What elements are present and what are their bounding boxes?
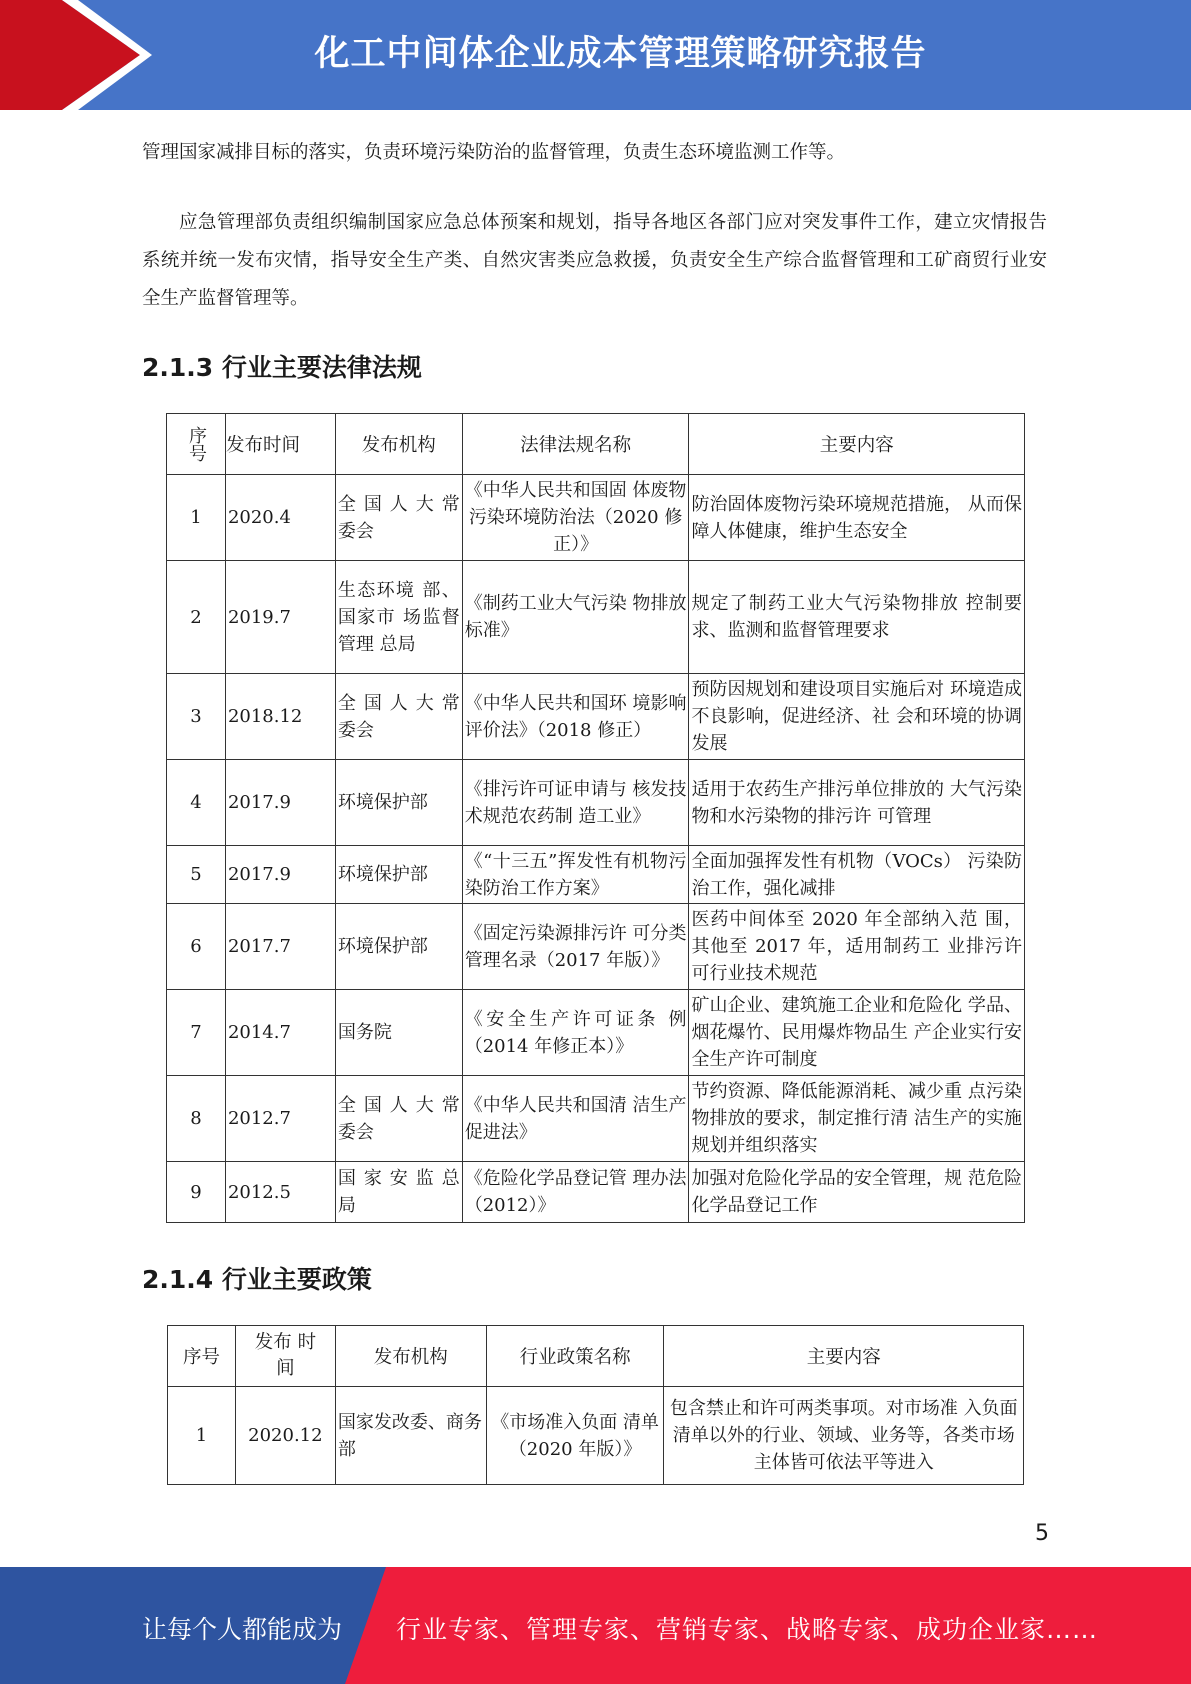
cell-date: 2012.7	[225, 1076, 335, 1162]
header-arrow-decoration	[0, 0, 170, 110]
cell-no: 5	[167, 846, 226, 904]
footer-slogan-left: 让每个人都能成为	[142, 1615, 343, 1644]
table-row	[167, 846, 1025, 904]
cell-no: 6	[167, 904, 226, 990]
cell-org: 全 国 人 大 常 委会	[335, 475, 462, 561]
header-cell-no: 序号	[168, 1326, 236, 1387]
cell-date: 2020.12	[235, 1387, 335, 1485]
header-cell-org: 发布机构	[335, 1326, 486, 1387]
cell-no: 9	[167, 1162, 226, 1223]
cell-date: 2017.9	[225, 760, 335, 846]
cell-law-name: 《中华人民共和国固 体废物污染环境防治法（2020 修正）》	[462, 475, 689, 561]
cell-date: 2017.9	[225, 846, 335, 904]
cell-no: 2	[167, 561, 226, 674]
table-row	[167, 475, 1025, 561]
cell-org: 环境保护部	[335, 760, 462, 846]
cell-org: 国家发改委、商务部	[335, 1387, 486, 1485]
header-cell-date: 发布时间	[225, 414, 335, 475]
cell-no: 3	[167, 674, 226, 760]
cell-no: 1	[167, 475, 226, 561]
cell-content: 防治固体废物污染环境规范措施， 从而保障人体健康，维护生态安全	[689, 475, 1025, 561]
cell-content: 加强对危险化学品的安全管理，规 范危险化学品登记工作	[689, 1162, 1025, 1223]
cell-content: 全面加强挥发性有机物（VOCs） 污染防治工作，强化减排	[689, 846, 1025, 904]
paragraph-emergency-management: 应急管理部负责组织编制国家应急总体预案和规划，指导各地区各部门应对突发事件工作，建立灾情报告系统并统一发布灾情，指导安全生产类、自然灾害类应急救援，负责安全生产综合监督管理和工矿商贸行业安全生产监督管理等。	[142, 212, 1047, 309]
table-row	[167, 760, 1025, 846]
cell-law-name: 《安全生产许可证条 例（2014 年修正本）》	[462, 990, 689, 1076]
cell-law-name: 《固定污染源排污许 可分类管理名录（2017 年版）》	[462, 904, 689, 990]
cell-content: 节约资源、降低能源消耗、减少重 点污染物排放的要求，制定推行清 洁生产的实施规划并组织落实	[689, 1076, 1025, 1162]
cell-content: 包含禁止和许可两类事项。对市场准 入负面清单以外的行业、领域、业务等，各类市场主体皆可依法平等进入	[664, 1387, 1024, 1485]
cell-date: 2012.5	[225, 1162, 335, 1223]
section-title-policies: 2.1.4 行业主要政策	[142, 1265, 372, 1294]
cell-law-name: 《“十三五”挥发性有机物污染防治工作方案》	[462, 846, 689, 904]
table-row	[167, 1162, 1025, 1223]
cell-org: 环境保护部	[335, 846, 462, 904]
report-title: 化工中间体企业成本管理策略研究报告	[314, 34, 927, 74]
table-row	[167, 904, 1025, 990]
page-header	[0, 0, 1191, 110]
cell-date: 2019.7	[225, 561, 335, 674]
policies-table	[167, 1325, 1024, 1485]
table-row	[167, 674, 1025, 760]
cell-org: 环境保护部	[335, 904, 462, 990]
cell-policy-name: 《市场准入负面 清单（2020 年版）》	[486, 1387, 664, 1485]
table-row	[167, 561, 1025, 674]
laws-table-header-row	[167, 414, 1025, 475]
cell-no: 7	[167, 990, 226, 1076]
header-cell-org: 发布机构	[335, 414, 462, 475]
cell-law-name: 《中华人民共和国环 境影响评价法》（2018 修正）	[462, 674, 689, 760]
policies-table-header-row	[168, 1326, 1024, 1387]
cell-org: 生态环境 部、国家市 场监督管理 总局	[335, 561, 462, 674]
cell-law-name: 《危险化学品登记管 理办法（2012）》	[462, 1162, 689, 1223]
cell-no: 4	[167, 760, 226, 846]
footer-slogan-right: 行业专家、管理专家、营销专家、战略专家、成功企业家……	[396, 1615, 1099, 1644]
cell-law-name: 《制药工业大气污染 物排放标准》	[462, 561, 689, 674]
cell-org: 全 国 人 大 常 委会	[335, 674, 462, 760]
table-row	[168, 1387, 1024, 1485]
section-title-laws: 2.1.3 行业主要法律法规	[142, 353, 422, 382]
header-cell-name: 法律法规名称	[462, 414, 689, 475]
cell-date: 2017.7	[225, 904, 335, 990]
cell-content: 医药中间体至 2020 年全部纳入范 围，其他至 2017 年，适用制药工 业排污许可行业技术规范	[689, 904, 1025, 990]
cell-content: 预防因规划和建设项目实施后对 环境造成不良影响，促进经济、社 会和环境的协调发展	[689, 674, 1025, 760]
cell-law-name: 《排污许可证申请与 核发技术规范农药制 造工业》	[462, 760, 689, 846]
cell-content: 规定了制药工业大气污染物排放 控制要求、监测和监督管理要求	[689, 561, 1025, 674]
cell-content: 矿山企业、建筑施工企业和危险化 学品、烟花爆竹、民用爆炸物品生 产企业实行安全生产许可制度	[689, 990, 1025, 1076]
cell-org: 国 家 安 监 总 局	[335, 1162, 462, 1223]
cell-law-name: 《中华人民共和国清 洁生产促进法》	[462, 1076, 689, 1162]
table-row	[167, 990, 1025, 1076]
laws-table	[166, 413, 1025, 1223]
header-cell-content: 主要内容	[689, 414, 1025, 475]
header-cell-content: 主要内容	[664, 1326, 1024, 1387]
header-cell-date: 发布 时间	[235, 1326, 335, 1387]
cell-date: 2014.7	[225, 990, 335, 1076]
paragraph-continuation: 管理国家减排目标的落实，负责环境污染防治的监督管理，负责生态环境监测工作等。	[142, 142, 846, 163]
header-cell-no: 序号	[167, 414, 226, 475]
cell-no: 8	[167, 1076, 226, 1162]
cell-org: 国务院	[335, 990, 462, 1076]
cell-no: 1	[168, 1387, 236, 1485]
cell-org: 全 国 人 大 常 委会	[335, 1076, 462, 1162]
page-footer	[0, 1567, 1191, 1684]
page-number: 5	[1035, 1521, 1049, 1546]
cell-date: 2018.12	[225, 674, 335, 760]
header-cell-policy-name: 行业政策名称	[486, 1326, 664, 1387]
cell-content: 适用于农药生产排污单位排放的 大气污染物和水污染物的排污许 可管理	[689, 760, 1025, 846]
table-row	[167, 1076, 1025, 1162]
cell-date: 2020.4	[225, 475, 335, 561]
